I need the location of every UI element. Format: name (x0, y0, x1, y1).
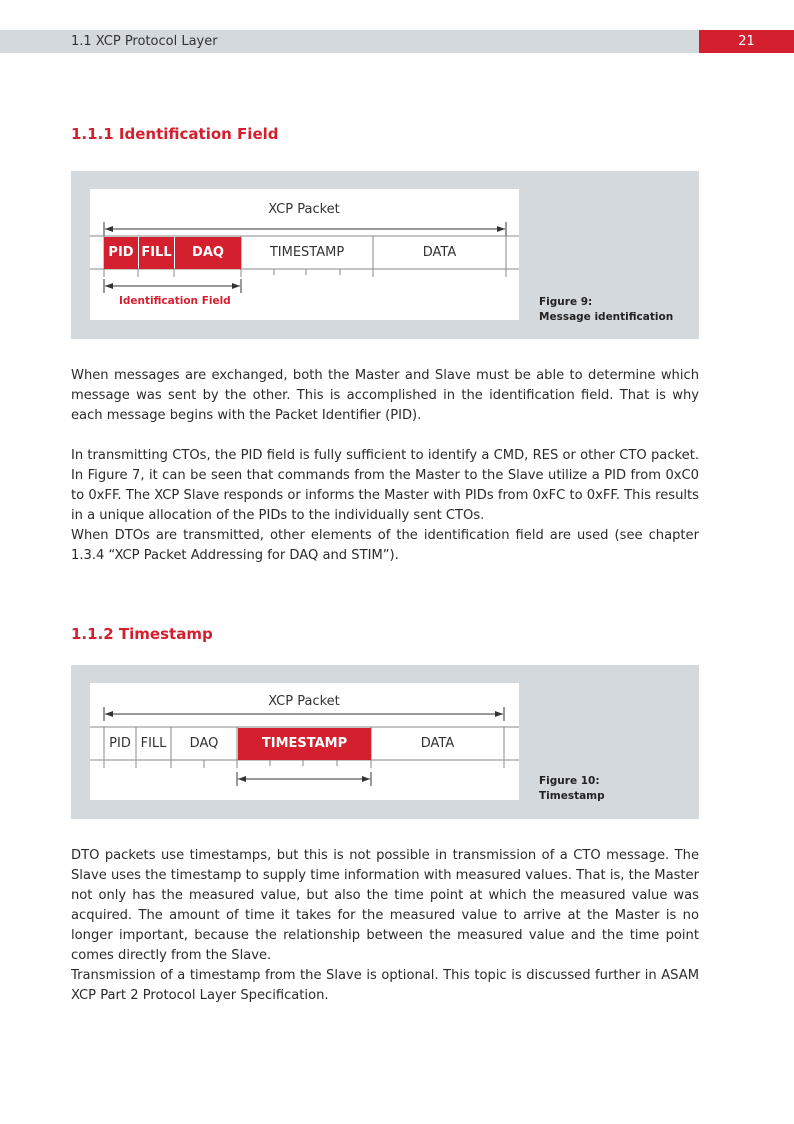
xcp-packet-label: XCP Packet (268, 694, 340, 709)
section-heading-identification-field: 1.1.1 Identification Field (71, 125, 279, 143)
field-row (90, 728, 519, 760)
field-data: DATA (422, 245, 457, 260)
paragraph: When messages are exchanged, both the Master and Slave must be able to determine which message was sent by the other. This is accomplished in the identification field. That is why each message begins with the Packet Identifier (PID). (71, 368, 699, 423)
figure-10-diagram (90, 683, 519, 800)
field-fill: FILL (140, 736, 167, 751)
figure-10-panel (71, 665, 699, 819)
field-timestamp: TIMESTAMP (238, 728, 371, 760)
figure-9-number: Figure 9: (539, 296, 593, 308)
field-fill: FILL (139, 237, 174, 269)
field-daq: DAQ (189, 736, 219, 751)
figure-9-title: Message identification (539, 311, 674, 323)
figure-9-caption (539, 295, 673, 325)
header-title: 1.1 XCP Protocol Layer (71, 34, 218, 49)
field-daq: DAQ (175, 237, 241, 269)
page-number: 21 (699, 30, 794, 53)
paragraph: When DTOs are transmitted, other elements of the identification field are used (see chapter 1.3.4 “XCP Packet Addressing for DAQ and STIM”). (71, 528, 699, 563)
paragraph: In transmitting CTOs, the PID field is fully sufficient to identify a CMD, RES or other CTO packet. In Figure 7, it can be seen that commands from the Master to the Slave utilize a PID from 0xC0 to 0xFF. The XCP Slave responds or informs the Master with PIDs from 0xFC to 0xFF. This results in a unique allocation of the PIDs to the individually sent CTOs. (71, 448, 699, 523)
xcp-packet-label: XCP Packet (268, 202, 340, 217)
field-row (90, 237, 519, 269)
field-data: DATA (420, 736, 455, 751)
field-pid: PID (109, 736, 131, 751)
figure-10-title: Timestamp (539, 790, 605, 802)
paragraph: DTO packets use timestamps, but this is not possible in transmission of a CTO message. The Slave uses the timestamp to supply time information with measured values. That is, the Master not only has the measured value, but also the time point at which the measured value was acquired. The amount of time it takes for the measured value to arrive at the Master is no longer important, because the relationship between the measured value and the time point comes directly from the Slave. (71, 848, 699, 963)
figure-10-caption (539, 774, 605, 804)
figure-9-panel (71, 171, 699, 339)
figure-10-number: Figure 10: (539, 775, 600, 787)
section-heading-timestamp: 1.1.2 Timestamp (71, 625, 213, 643)
paragraph: Transmission of a timestamp from the Slave is optional. This topic is discussed further in ASAM XCP Part 2 Protocol Layer Specification. (71, 968, 699, 1003)
page-header (0, 30, 794, 53)
field-timestamp: TIMESTAMP (269, 245, 345, 260)
field-pid: PID (104, 237, 138, 269)
identification-field-label: Identification Field (119, 295, 231, 307)
figure-9-diagram (90, 189, 519, 320)
